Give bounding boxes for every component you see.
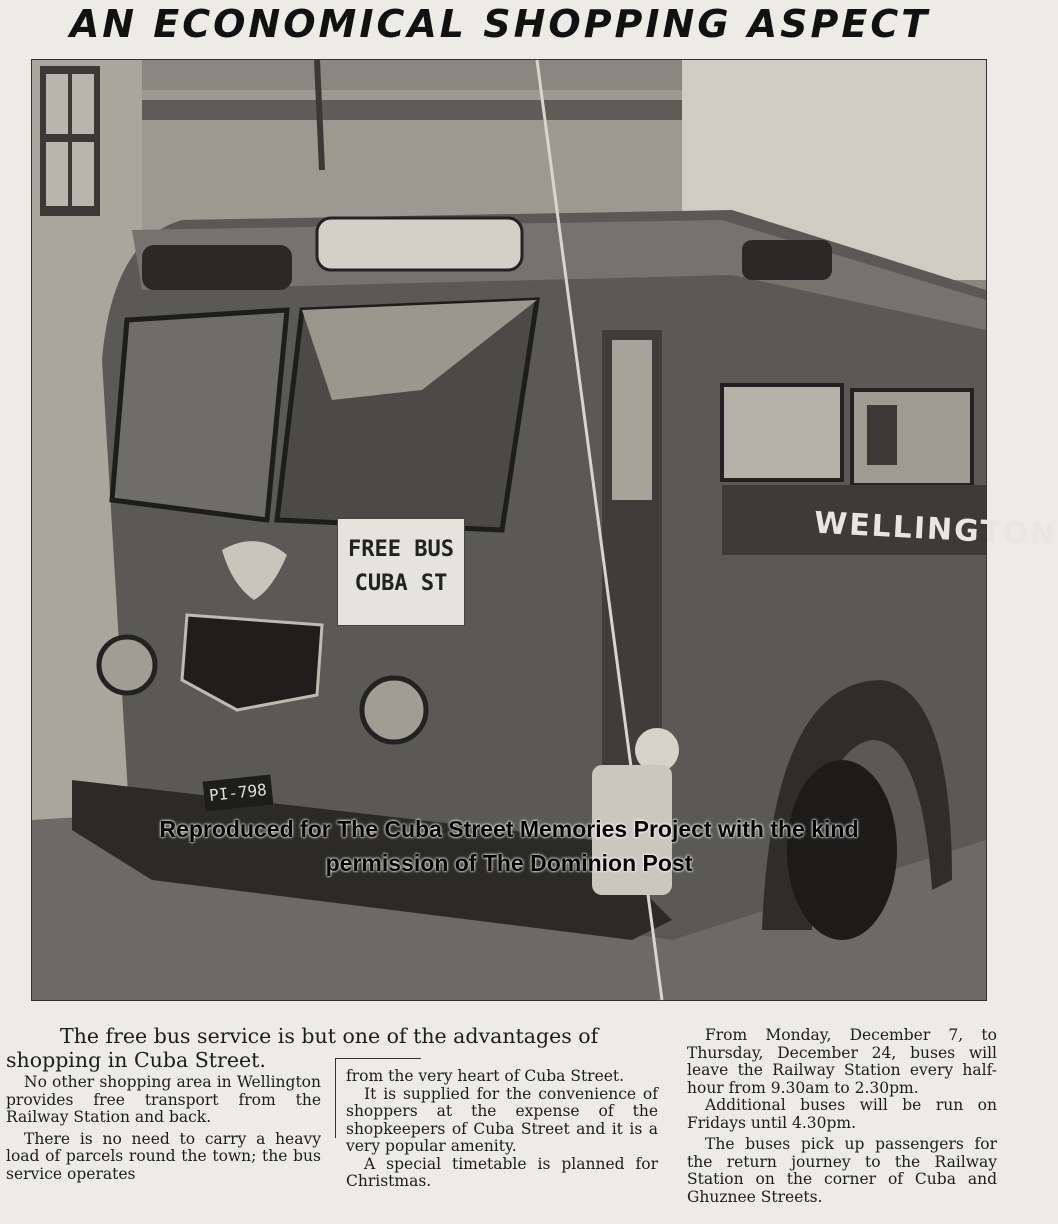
article-column-2 bbox=[346, 1068, 658, 1191]
fleet-name: WELLINGTON bbox=[813, 505, 1058, 554]
bus-destination-sign bbox=[337, 518, 465, 626]
article-column-3 bbox=[687, 1027, 997, 1206]
bus-photo bbox=[31, 59, 1058, 1001]
paragraph: The buses pick up passengers for the return journey to the Railway Station on the corner of Cuba and Ghuznee Streets. bbox=[687, 1135, 997, 1206]
bus-sign-line2: CUBA ST bbox=[354, 571, 448, 596]
paragraph: There is no need to carry a heavy load of parcels round the town; the bus service operates bbox=[6, 1129, 321, 1183]
watermark-line1: Reproduced for The Cuba Street Memories Project with the kind bbox=[159, 816, 859, 842]
paragraph: A special timetable is planned for Christmas. bbox=[346, 1154, 658, 1190]
bus-sign-line1: FREE BUS bbox=[348, 537, 454, 562]
article-lede bbox=[6, 1024, 666, 1072]
headline: AN ECONOMICAL SHOPPING ASPECT bbox=[69, 2, 931, 46]
paragraph: No other shopping area in Wellington provides free transport from the Railway Station and back. bbox=[6, 1073, 321, 1126]
column-rule bbox=[335, 1058, 336, 1138]
paragraph: Additional buses will be run on Fridays until 4.30pm. bbox=[687, 1096, 997, 1132]
article-column-1 bbox=[6, 1074, 321, 1183]
paragraph: From Monday, December 7, to Thursday, December 24, buses will leave the Railway Station every half-hour from 9.30am to 2.30pm. bbox=[687, 1026, 997, 1097]
lede-line1: The free bus service is but one of the advantages of bbox=[60, 1024, 599, 1048]
watermark-line2: permission of The Dominion Post bbox=[325, 850, 693, 876]
license-plate: PI-798 bbox=[203, 775, 274, 812]
paragraph: from the very heart of Cuba Street. bbox=[346, 1067, 625, 1085]
lede-line2: shopping in Cuba Street. bbox=[6, 1048, 266, 1072]
paragraph: It is supplied for the convenience of shoppers at the expense of the shopkeepers of Cuba Street and it is a very popular amenity. bbox=[346, 1084, 658, 1155]
column-rule-top bbox=[335, 1058, 421, 1059]
